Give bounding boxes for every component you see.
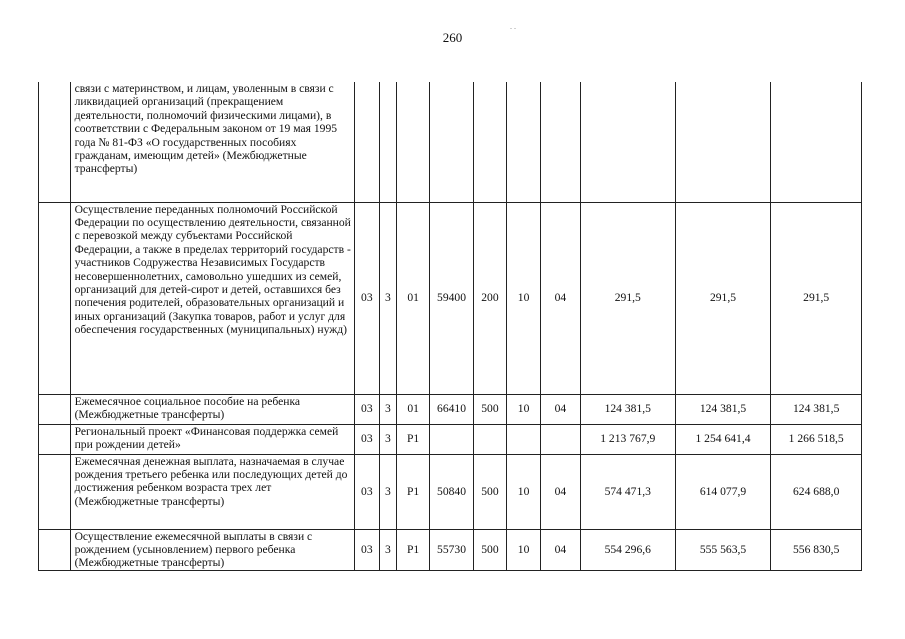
- table-row: [39, 82, 862, 202]
- amount-cell-year3: 291,5: [771, 202, 862, 394]
- code-cell-program: 3: [379, 202, 396, 394]
- amount-cell-year3: [771, 82, 862, 202]
- amount-cell-year2: 291,5: [675, 202, 771, 394]
- row-name-cell: Ежемесячное социальное пособие на ребенка (Межбюджетные трансферты): [70, 394, 354, 424]
- budget-table: [38, 82, 862, 571]
- table-row: [39, 454, 862, 529]
- code-cell-program: 3: [379, 454, 396, 529]
- row-index-cell: [39, 82, 71, 202]
- amount-cell-year2: 614 077,9: [675, 454, 771, 529]
- code-cell-direction: 59400: [430, 202, 473, 394]
- code-cell-expense-type: 500: [473, 529, 507, 570]
- code-cell-direction: 66410: [430, 394, 473, 424]
- table-row: [39, 202, 862, 394]
- code-cell-expense-type: 200: [473, 202, 507, 394]
- table-row: [39, 394, 862, 424]
- code-cell-expense-type: 500: [473, 454, 507, 529]
- row-index-cell: [39, 202, 71, 394]
- code-cell-admin: 03: [354, 529, 379, 570]
- amount-cell-year3: 624 688,0: [771, 454, 862, 529]
- code-cell-section: 10: [507, 394, 541, 424]
- amount-cell-year2: [675, 82, 771, 202]
- amount-cell-year1: 574 471,3: [580, 454, 675, 529]
- code-cell-program: [379, 82, 396, 202]
- code-cell-subsection: 04: [540, 202, 580, 394]
- code-cell-subsection: 04: [540, 529, 580, 570]
- code-cell-subsection: [540, 82, 580, 202]
- code-cell-subprogram: P1: [396, 454, 430, 529]
- code-cell-subsection: [540, 424, 580, 454]
- code-cell-program: 3: [379, 394, 396, 424]
- row-name-cell: Ежемесячная денежная выплата, назначаемая в случае рождения третьего ребенка или последующих детей до достижения ребенком возраста трех лет (Межбюджетные трансферты): [70, 454, 354, 529]
- code-cell-section: [507, 82, 541, 202]
- code-cell-subprogram: P1: [396, 529, 430, 570]
- amount-cell-year2: 1 254 641,4: [675, 424, 771, 454]
- table-body: [39, 82, 862, 570]
- code-cell-admin: [354, 82, 379, 202]
- amount-cell-year1: 1 213 767,9: [580, 424, 675, 454]
- amount-cell-year1: [580, 82, 675, 202]
- code-cell-expense-type: [473, 82, 507, 202]
- amount-cell-year3: 1 266 518,5: [771, 424, 862, 454]
- code-cell-program: 3: [379, 529, 396, 570]
- code-cell-section: 10: [507, 202, 541, 394]
- page-number: 260: [442, 30, 463, 45]
- code-cell-direction: 50840: [430, 454, 473, 529]
- code-cell-direction: [430, 424, 473, 454]
- amount-cell-year3: 556 830,5: [771, 529, 862, 570]
- row-name-cell: Осуществление переданных полномочий Российской Федерации по осуществлению деятельности, связанной с перевозкой между субъектами Российской Федерации, а также в пределах территорий государств - участников Содружества Независимых Государств несовершеннолетних, самовольно ушедших из семей, организаций для детей-сирот и детей, оставшихся без попечения родителей, образовательных организаций и иных организаций (Закупка товаров, работ и услуг для обеспечения государственных (муниципальных) нужд): [70, 202, 354, 394]
- table-row: [39, 529, 862, 570]
- row-index-cell: [39, 424, 71, 454]
- code-cell-admin: 03: [354, 454, 379, 529]
- code-cell-subsection: 04: [540, 454, 580, 529]
- row-index-cell: [39, 454, 71, 529]
- code-cell-section: 10: [507, 454, 541, 529]
- row-name-cell: Осуществление ежемесячной выплаты в связи с рождением (усыновлением) первого ребенка (Межбюджетные трансферты): [70, 529, 354, 570]
- code-cell-section: [507, 424, 541, 454]
- row-index-cell: [39, 394, 71, 424]
- amount-cell-year1: 291,5: [580, 202, 675, 394]
- row-index-cell: [39, 529, 71, 570]
- code-cell-subprogram: 01: [396, 394, 430, 424]
- code-cell-expense-type: [473, 424, 507, 454]
- code-cell-direction: 55730: [430, 529, 473, 570]
- code-cell-subprogram: [396, 82, 430, 202]
- scan-mark: . .: [510, 22, 516, 31]
- amount-cell-year2: 555 563,5: [675, 529, 771, 570]
- code-cell-admin: 03: [354, 202, 379, 394]
- code-cell-expense-type: 500: [473, 394, 507, 424]
- code-cell-program: 3: [379, 424, 396, 454]
- amount-cell-year1: 124 381,5: [580, 394, 675, 424]
- code-cell-section: 10: [507, 529, 541, 570]
- row-name-cell: связи с материнством, и лицам, уволенным в связи с ликвидацией организаций (прекращением деятельности, полномочий физическими лицами), в соответствии с Федеральным законом от 19 мая 1995 года № 81-ФЗ «О государственных пособиях гражданам, имеющим детей» (Межбюджетные трансферты): [70, 82, 354, 202]
- amount-cell-year2: 124 381,5: [675, 394, 771, 424]
- amount-cell-year1: 554 296,6: [580, 529, 675, 570]
- code-cell-admin: 03: [354, 424, 379, 454]
- table-row: [39, 424, 862, 454]
- code-cell-subprogram: P1: [396, 424, 430, 454]
- code-cell-subsection: 04: [540, 394, 580, 424]
- code-cell-subprogram: 01: [396, 202, 430, 394]
- code-cell-direction: [430, 82, 473, 202]
- row-name-cell: Региональный проект «Финансовая поддержка семей при рождении детей»: [70, 424, 354, 454]
- code-cell-admin: 03: [354, 394, 379, 424]
- amount-cell-year3: 124 381,5: [771, 394, 862, 424]
